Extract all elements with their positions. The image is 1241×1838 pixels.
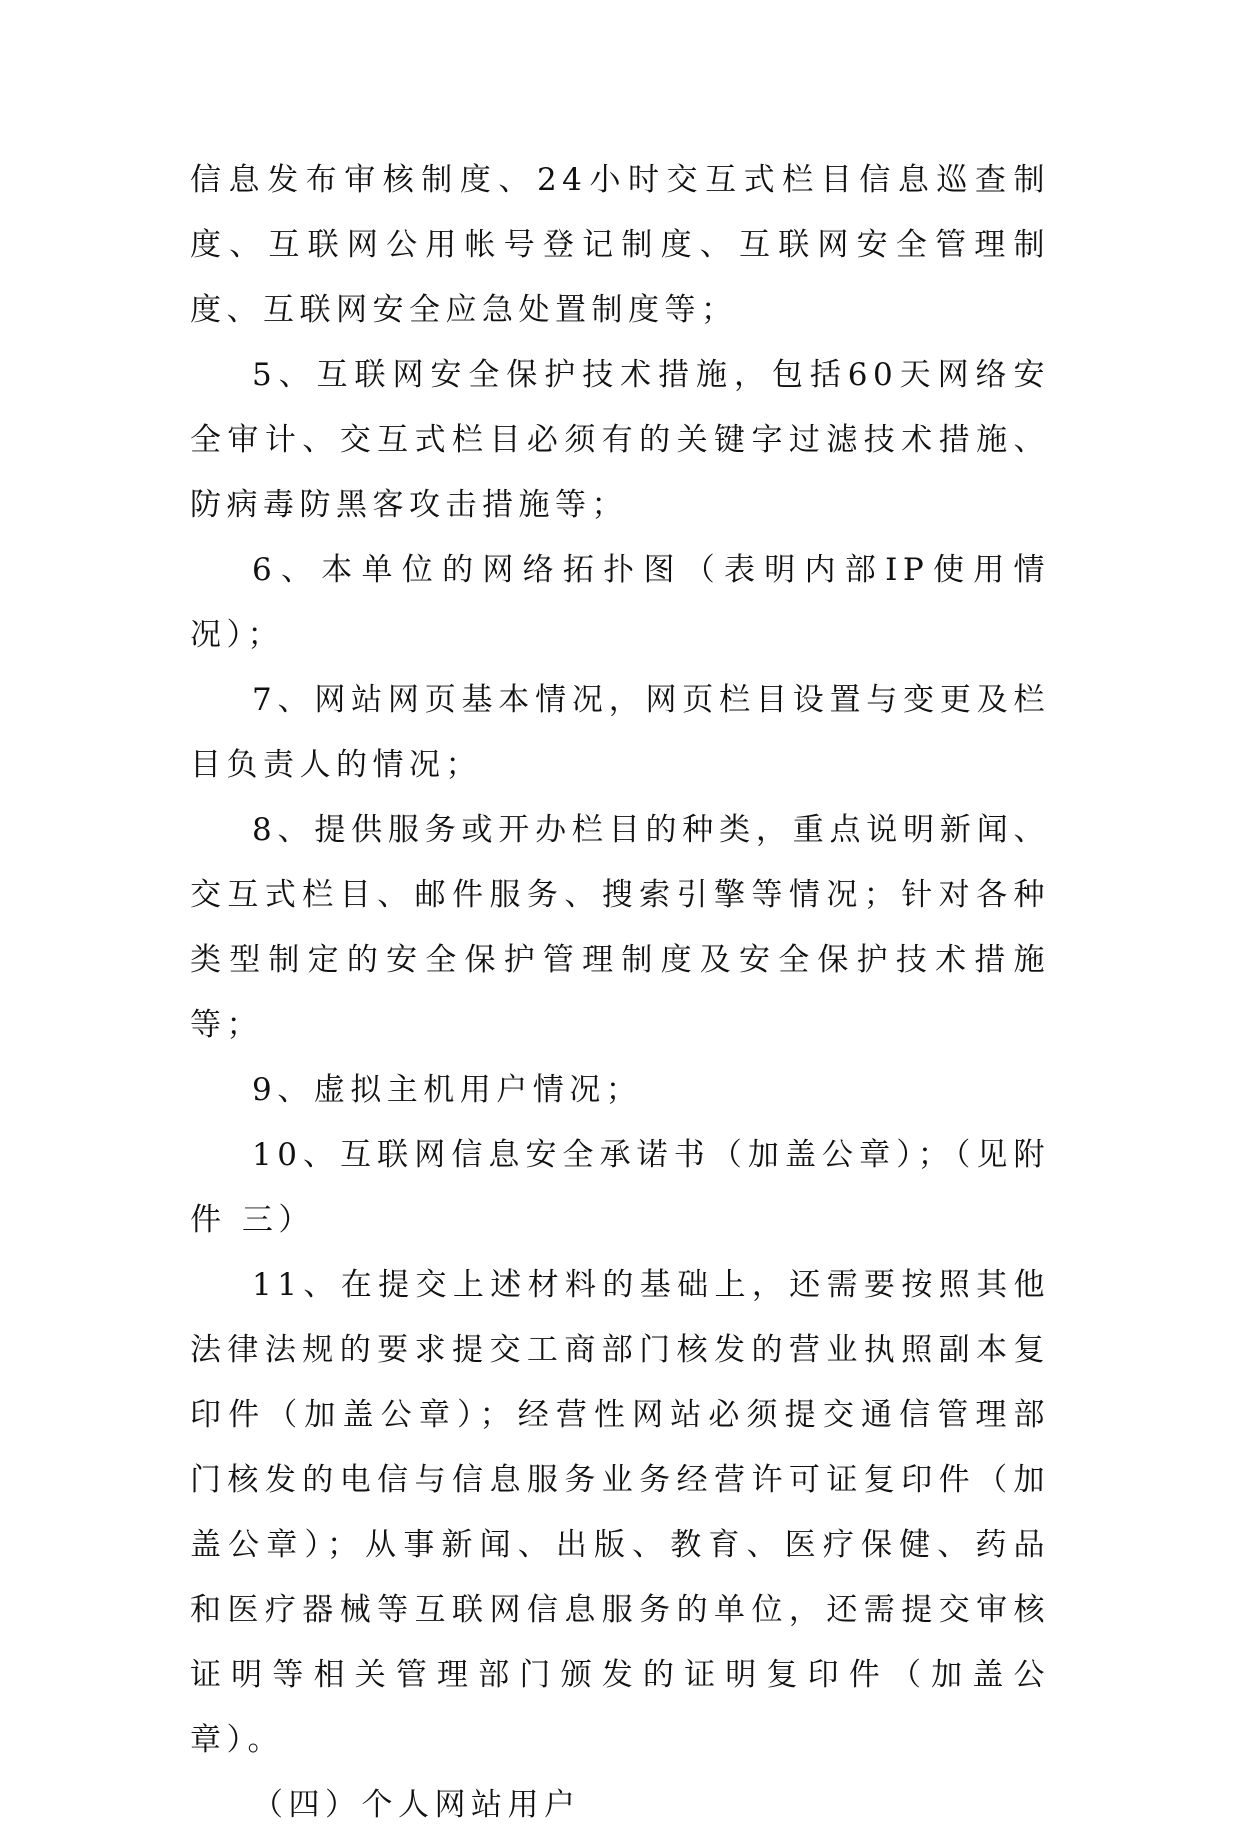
section-heading-personal-website-users: （四）个人网站用户: [252, 1787, 581, 1823]
paragraph-item-6: 6、本单位的网络拓扑图（表明内部IP使用情况）；: [190, 552, 1050, 653]
paragraph-item-5: 5、互联网安全保护技术措施，包括60天网络安全审计、交互式栏目必须有的关键字过滤技术措施、防病毒防黑客攻击措施等；: [190, 357, 1050, 523]
paragraph-item-10: 10、互联网信息安全承诺书（加盖公章）；（见附件 三）: [190, 1137, 1050, 1238]
paragraph-item-9: 9、虚拟主机用户情况；: [252, 1072, 643, 1108]
document-body: [190, 148, 1050, 1838]
paragraph-item-7: 7、网站网页基本情况，网页栏目设置与变更及栏目负责人的情况；: [190, 682, 1050, 783]
paragraph-security-policies-continued: 信息发布审核制度、24小时交互式栏目信息巡查制度、互联网公用帐号登记制度、互联网安全管理制度、互联网安全应急处置制度等；: [190, 162, 1050, 328]
paragraph-item-8: 8、提供服务或开办栏目的种类，重点说明新闻、交互式栏目、邮件服务、搜索引擎等情况；针对各种类型制定的安全保护管理制度及安全保护技术措施等；: [190, 812, 1050, 1043]
paragraph-item-11: 11、在提交上述材料的基础上，还需要按照其他法律法规的要求提交工商部门核发的营业执照副本复印件（加盖公章）；经营性网站必须提交通信管理部门核发的电信与信息服务业务经营许可证复印件（加盖公章）；从事新闻、出版、教育、医疗保健、药品和医疗器械等互联网信息服务的单位，还需提交审核证明等相关管理部门颁发的证明复印件（加盖公章）。: [190, 1267, 1050, 1758]
